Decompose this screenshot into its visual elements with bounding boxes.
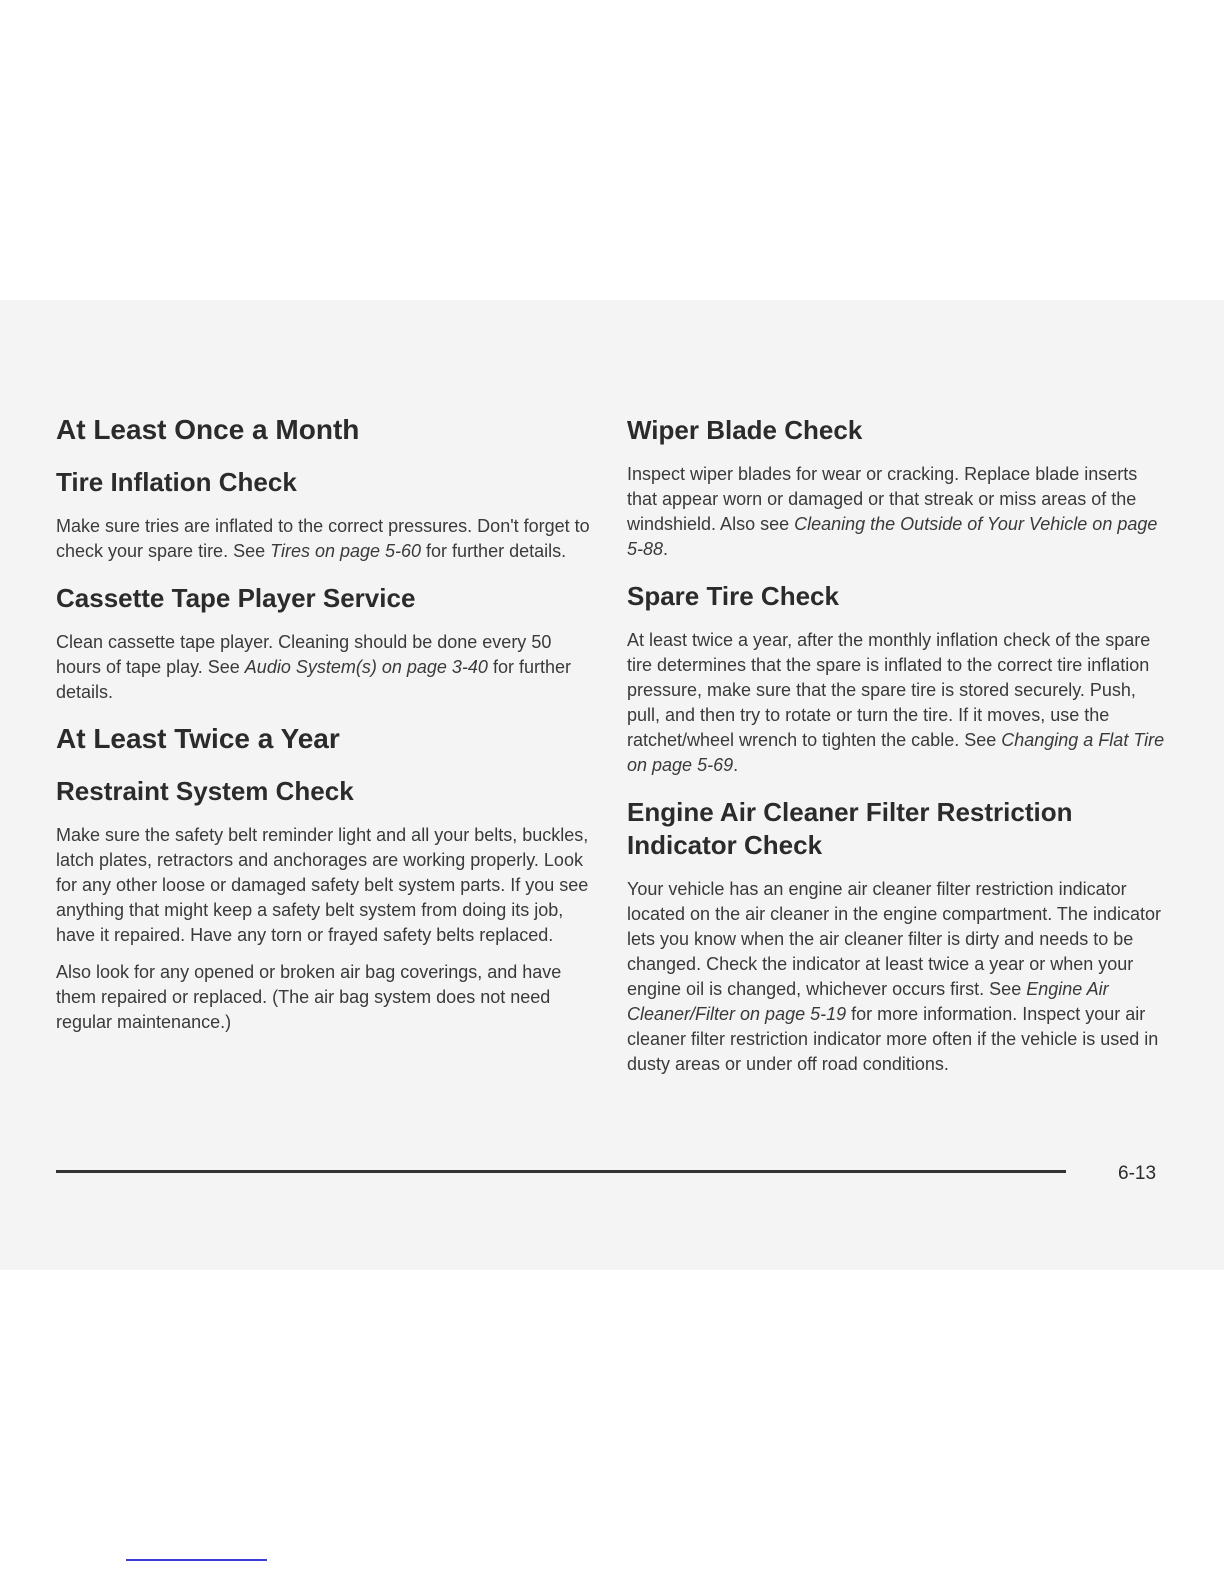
engine-air-filter-reference: Engine Air Cleaner/Filter on page 5-19 xyxy=(627,979,1109,1025)
cassette-service-text: Clean cassette tape player. Cleaning should be done every 50 hours of tape play. See Audio System(s) on page 3-40 for further details. xyxy=(56,631,571,702)
spare-tire-text: At least twice a year, after the monthly inflation check of the spare tire determines that the spare is inflated to the correct tire inflation pressure, make sure that the spare tire is stored securely. Push, pull, and then try to rotate or turn the tire. If it moves, use the ratchet/wheel wrench to tighten the cable. See Changing a Flat Tire on page 5-69. xyxy=(627,629,1165,775)
section-heading-twice-a-year: At Least Twice a Year xyxy=(56,722,340,754)
right-column xyxy=(627,414,1172,1095)
engine-air-filter-text: Your vehicle has an engine air cleaner filter restriction indicator located on the air cleaner in the engine compartment. The indicator lets you know when the air cleaner filter is dirty and needs to be changed. Check the indicator at least twice a year or when your engine oil is changed, whichever occurs first. See Engine Air Cleaner/Filter on page 5-19 for more information. Inspect your air cleaner filter restriction indicator more often if the vehicle is used in dusty areas or under off road conditions. xyxy=(627,879,1161,1075)
wiper-blade-heading: Wiper Blade Check xyxy=(627,415,863,445)
spare-tire-heading: Spare Tire Check xyxy=(627,580,839,611)
restraint-check-text: Make sure the safety belt reminder light and all your belts, buckles, latch plates, retractors and anchorages are working properly. Look for any other loose or damaged safety belt system parts. If you see anything that might keep a safety belt system from doing its job, have it repaired. Have any torn or frayed safety belts replaced. xyxy=(56,824,589,945)
restraint-check-heading: Restraint System Check xyxy=(56,775,354,806)
section-heading-once-a-month: At Least Once a Month xyxy=(56,414,360,445)
spare-tire-reference: Changing a Flat Tire on page 5-69 xyxy=(627,729,1165,775)
air-bag-text: Also look for any opened or broken air bag coverings, and have them repaired or replaced. (The air bag system does not need regular maintenance.) xyxy=(56,961,562,1032)
cassette-service-reference: Audio System(s) on page 3-40 xyxy=(244,656,488,677)
wiper-blade-reference: Cleaning the Outside of Your Vehicle on page 5-88 xyxy=(627,513,1158,559)
cassette-service-heading: Cassette Tape Player Service xyxy=(56,582,416,613)
footnote-line xyxy=(126,1559,267,1561)
page-number: 6-13 xyxy=(1118,1163,1157,1184)
wiper-blade-text: Inspect wiper blades for wear or cracking. Replace blade inserts that appear worn or damaged or that streak or miss areas of the windshield. Also see Cleaning the Outside of Your Vehicle on page 5-88. xyxy=(627,463,1158,559)
left-column xyxy=(56,414,596,1053)
tire-inflation-text: Make sure tries are inflated to the correct pressures. Don't forget to check your spare tire. See Tires on page 5-60 for further details. xyxy=(56,515,590,561)
tire-inflation-heading: Tire Inflation Check xyxy=(56,467,297,498)
footer-rule xyxy=(56,1170,1066,1173)
engine-air-filter-heading: Engine Air Cleaner Filter Restriction Indicator Check xyxy=(627,796,1073,861)
tire-inflation-reference: Tires on page 5-60 xyxy=(270,540,422,561)
